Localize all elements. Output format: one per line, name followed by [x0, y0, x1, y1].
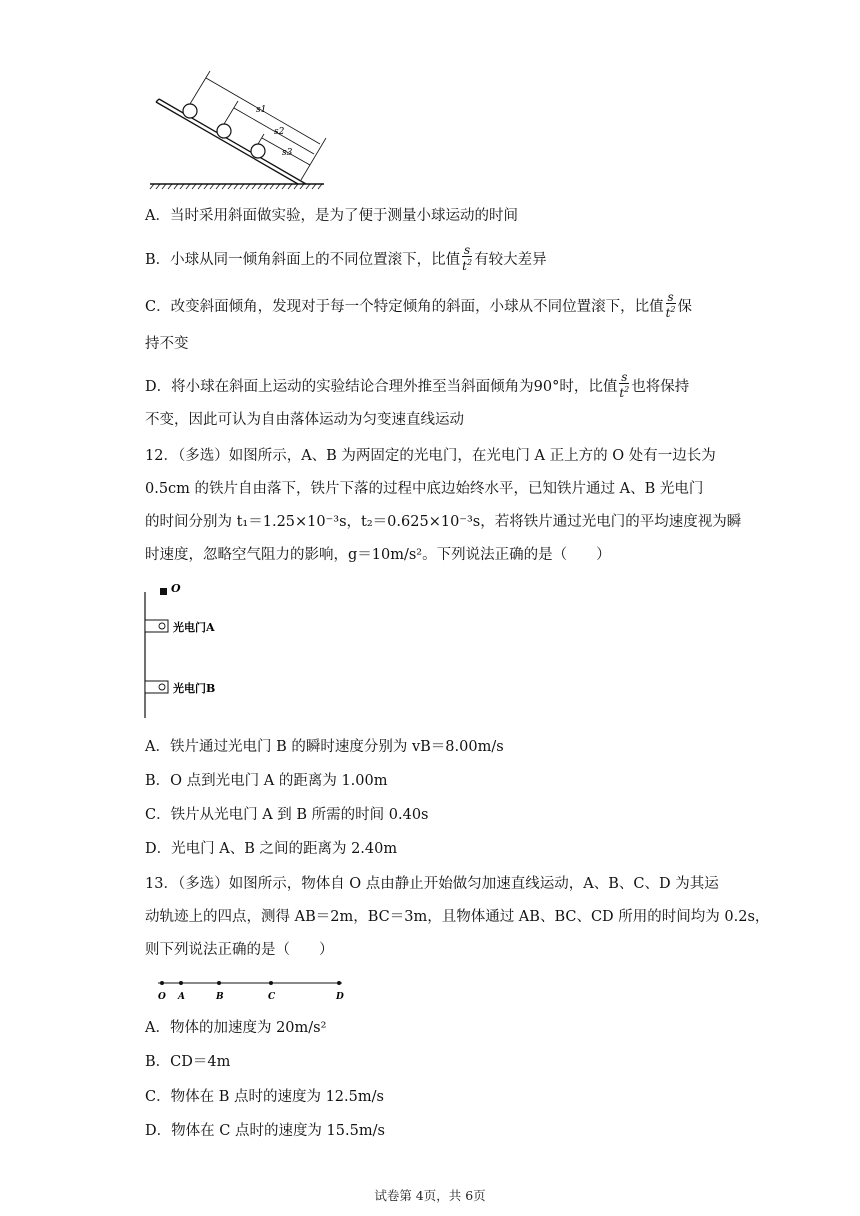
q13-option-d: D．物体在 C 点时的速度为 15.5m/s — [145, 1123, 385, 1139]
gate-a-label: 光电门A — [173, 621, 215, 634]
point-a: A — [178, 992, 185, 1002]
q11-option-c — [145, 290, 693, 321]
trajectory-figure — [150, 976, 360, 1006]
label-s3: s3 — [282, 148, 293, 158]
q12-stem-line3: 的时间分别为 t₁＝1.25×10⁻³s，t₂＝0.625×10⁻³s，若将铁片通过光电门的平均速度视为瞬 — [145, 514, 742, 530]
q11-option-d-text: D．将小球在斜面上运动的实验结论合理外推至当斜面倾角为90°时，比值 — [145, 379, 618, 395]
q11-option-d-cont: 不变，因此可认为自由落体运动为匀变速直线运动 — [145, 412, 464, 428]
q12-stem-line2: 0.5cm 的铁片自由落下，铁片下落的过程中底边始终水平，已知铁片通过 A、B 光电门 — [145, 481, 704, 497]
fraction-s-t2: $\frac{s}{t^2}$ — [665, 290, 676, 320]
point-b: B — [216, 992, 224, 1002]
q11-option-c-cont: 持不变 — [145, 336, 189, 352]
q13-stem-line3: 则下列说法正确的是（ ） — [145, 942, 334, 958]
point-d: D — [336, 992, 344, 1002]
point-c: C — [268, 992, 276, 1002]
q11-option-a: A．当时采用斜面做实验，是为了便于测量小球运动的时间 — [145, 208, 518, 224]
fraction-s-t2: $\frac{s}{t^2}$ — [462, 243, 473, 273]
q11-option-b — [145, 243, 547, 274]
q13-stem-line1: 13．（多选）如图所示，物体自 O 点由静止开始做匀加速直线运动，A、B、C、D 为其运 — [145, 876, 719, 892]
label-s2: s2 — [274, 127, 285, 137]
page-footer: 试卷第 4页，共 6页 — [374, 1188, 486, 1203]
point-o-label: O — [171, 582, 181, 595]
fraction-s-t2: $\frac{s}{t^2}$ — [619, 370, 630, 400]
q12-option-d: D．光电门 A、B 之间的距离为 2.40m — [145, 841, 398, 857]
q11-option-b-tail: 有较大差异 — [474, 252, 547, 268]
q12-stem-line4: 时速度，忽略空气阻力的影响，g＝10m/s²。下列说法正确的是（ ） — [145, 547, 611, 563]
q12-stem-line1: 12．（多选）如图所示，A、B 为两固定的光电门，在光电门 A 正上方的 O 处有一边长为 — [145, 448, 716, 464]
q11-option-c-tail: 保 — [677, 299, 693, 315]
q11-option-d-tail: 也将保持 — [631, 379, 690, 395]
q11-option-c-text: C．改变斜面倾角，发现对于每一个特定倾角的斜面，小球从不同位置滚下，比值 — [145, 299, 664, 315]
gate-b-label: 光电门B — [173, 682, 216, 695]
q11-option-d — [145, 370, 690, 401]
point-o: O — [158, 992, 166, 1002]
q12-option-c: C．铁片从光电门 A 到 B 所需的时间 0.40s — [145, 807, 429, 823]
q13-option-a: A．物体的加速度为 20m/s² — [145, 1020, 327, 1036]
label-s1: s1 — [256, 105, 267, 115]
q13-stem-line2: 动轨迹上的四点，测得 AB＝2m，BC＝3m，且物体通过 AB、BC、CD 所用的时间均为 0.2s， — [145, 909, 770, 925]
q13-option-b: B．CD＝4m — [145, 1054, 231, 1070]
q13-option-c: C．物体在 B 点时的速度为 12.5m/s — [145, 1089, 384, 1105]
q12-option-a: A．铁片通过光电门 B 的瞬时速度分别为 vB＝8.00m/s — [145, 739, 504, 755]
q11-option-b-text: B．小球从同一倾角斜面上的不同位置滚下，比值 — [145, 252, 461, 268]
q12-option-b: B．O 点到光电门 A 的距离为 1.00m — [145, 773, 388, 789]
incline-figure — [148, 68, 328, 190]
photogate-figure — [140, 580, 250, 720]
